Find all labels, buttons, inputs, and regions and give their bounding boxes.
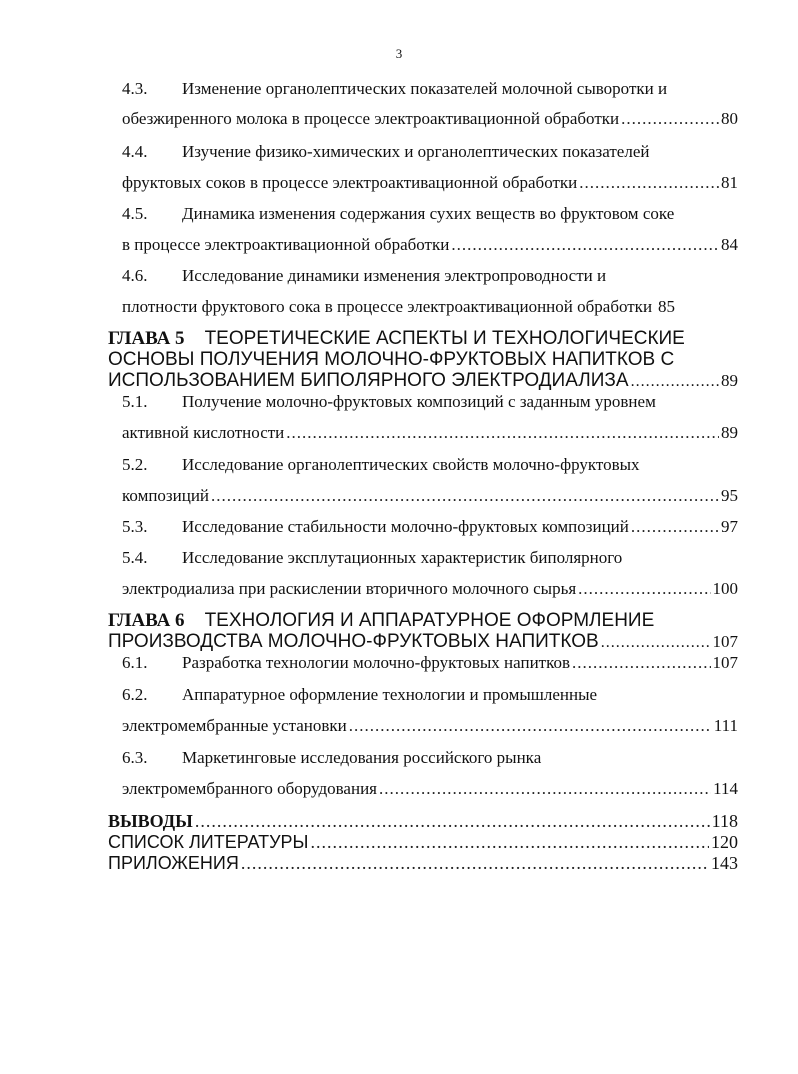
- dot-leader: [286, 422, 719, 444]
- dot-leader: [379, 778, 711, 800]
- section-title-cont: электромембранного оборудования: [122, 779, 377, 798]
- toc-entry-references: [108, 831, 738, 853]
- dot-leader: [451, 234, 719, 256]
- page-ref: 107: [712, 653, 738, 672]
- section-number: 6.3.: [122, 748, 148, 767]
- section-title-cont: обезжиренного молока в процессе электроактивационной обработки: [122, 109, 620, 128]
- dot-leader: [621, 108, 719, 130]
- chapter-5-heading: [108, 328, 738, 391]
- section-number: 5.1.: [122, 392, 148, 411]
- page-ref: 114: [713, 779, 738, 798]
- toc-entry-5-1: [122, 391, 738, 413]
- section-number: 4.3.: [122, 79, 148, 98]
- section-title-cont: плотности фруктового сока в процессе электроактивационной обработки: [122, 297, 653, 316]
- dot-leader: [578, 578, 710, 600]
- page-ref: 84: [721, 235, 738, 254]
- toc-entry-6-2-cont: [122, 715, 738, 737]
- toc-entry-appendices: [108, 852, 738, 874]
- section-title-cont: активной кислотности: [122, 423, 285, 442]
- toc-entry-6-2: [122, 684, 738, 706]
- page-ref: 85: [658, 297, 676, 316]
- toc-entry-6-1: [122, 652, 738, 674]
- chapter-title-line2: ОСНОВЫ ПОЛУЧЕНИЯ МОЛОЧНО-ФРУКТОВЫХ НАПИТКОВ С: [108, 349, 675, 370]
- toc-entry-4-4: [122, 141, 738, 163]
- section-title-cont: электромембранные установки: [122, 716, 347, 735]
- toc-entry-4-5: [122, 203, 738, 225]
- page-ref: 107: [712, 632, 738, 651]
- dot-leader: [579, 172, 719, 194]
- dot-leader: [631, 516, 719, 538]
- section-title-cont: в процессе электроактивационной обработки: [122, 235, 450, 254]
- references-label: СПИСОК ЛИТЕРАТУРЫ: [108, 832, 309, 852]
- page-ref: 111: [713, 716, 738, 735]
- section-number: 4.6.: [122, 266, 148, 285]
- dot-leader: [195, 810, 710, 832]
- toc-entry-5-2: [122, 454, 738, 476]
- appendices-label: ПРИЛОЖЕНИЯ: [108, 853, 239, 873]
- chapter-title-line3: ИСПОЛЬЗОВАНИЕМ БИПОЛЯРНОГО ЭЛЕКТРОДИАЛИЗА: [108, 370, 629, 391]
- toc-entry-4-5-cont: [122, 234, 738, 256]
- page-ref: 89: [721, 371, 738, 390]
- toc-entry-4-4-cont: [122, 172, 738, 194]
- section-title: Разработка технологии молочно-фруктовых напитков: [182, 653, 571, 672]
- section-number: 6.2.: [122, 685, 148, 704]
- toc-entry-5-2-cont: [122, 485, 738, 507]
- toc-entry-5-1-cont: [122, 422, 738, 444]
- dot-leader: [601, 632, 711, 653]
- chapter-label: ГЛАВА 6: [108, 610, 185, 631]
- toc-entry-5-4-cont: [122, 578, 738, 600]
- toc-entry-4-6-cont: [122, 296, 738, 318]
- chapter-label: ГЛАВА 5: [108, 328, 185, 349]
- toc-entry-4-3-cont: [122, 108, 738, 130]
- page-ref: 118: [711, 811, 738, 831]
- section-title: Исследование стабильности молочно-фруктовых композиций: [182, 517, 629, 536]
- section-title: Изучение физико-химических и органолептических показателей: [182, 142, 650, 161]
- section-title: Получение молочно-фруктовых композиций с заданным уровнем: [182, 392, 656, 411]
- section-title: Исследование эксплутационных характеристик биполярного: [182, 548, 623, 567]
- toc-entry-conclusions: [108, 810, 738, 832]
- page-ref: 143: [711, 853, 738, 873]
- section-title: Маркетинговые исследования российского рынка: [182, 748, 542, 767]
- section-number: 5.4.: [122, 548, 148, 567]
- section-title: Исследование динамики изменения электропроводности и: [182, 266, 607, 285]
- dot-leader: [211, 485, 719, 507]
- dot-leader: [572, 652, 710, 674]
- conclusions-label: ВЫВОДЫ: [108, 811, 193, 831]
- page-ref: 95: [721, 486, 738, 505]
- section-title-cont: электродиализа при раскислении вторичного молочного сырья: [122, 579, 577, 598]
- dot-leader: [311, 831, 710, 853]
- page-ref: 80: [721, 109, 738, 128]
- page-number: 3: [395, 46, 403, 61]
- dot-leader: [631, 371, 719, 392]
- section-number: 4.4.: [122, 142, 148, 161]
- section-number: 6.1.: [122, 653, 148, 672]
- chapter-title-line1: ТЕХНОЛОГИЯ И АППАРАТУРНОЕ ОФОРМЛЕНИЕ: [204, 610, 655, 631]
- toc-entry-6-3: [122, 747, 738, 769]
- chapter-6-heading: [108, 610, 738, 652]
- section-title-cont: композиций: [122, 486, 210, 505]
- section-title: Динамика изменения содержания сухих веществ во фруктовом соке: [182, 204, 675, 223]
- section-title: Изменение органолептических показателей молочной сыворотки и: [182, 79, 668, 98]
- page-ref: 120: [711, 832, 738, 852]
- section-number: 4.5.: [122, 204, 148, 223]
- dot-leader: [349, 715, 712, 737]
- chapter-title-line2: ПРОИЗВОДСТВА МОЛОЧНО-ФРУКТОВЫХ НАПИТКОВ: [108, 631, 599, 652]
- page-ref: 100: [712, 579, 738, 598]
- toc-entry-4-6: [122, 265, 738, 287]
- page-ref: 97: [721, 517, 738, 536]
- toc-entry-6-3-cont: [122, 778, 738, 800]
- section-title: Аппаратурное оформление технологии и промышленные: [182, 685, 598, 704]
- section-number: 5.2.: [122, 455, 148, 474]
- dot-leader: [241, 852, 709, 874]
- chapter-title-line1: ТЕОРЕТИЧЕСКИЕ АСПЕКТЫ И ТЕХНОЛОГИЧЕСКИЕ: [204, 328, 685, 349]
- toc-entry-4-3: [122, 78, 738, 100]
- section-title-cont: фруктовых соков в процессе электроактивационной обработки: [122, 173, 578, 192]
- page-ref: 81: [721, 173, 738, 192]
- section-title: Исследование органолептических свойств молочно-фруктовых: [182, 455, 640, 474]
- page-ref: 89: [721, 423, 738, 442]
- toc-entry-5-4: [122, 547, 738, 569]
- toc-entry-5-3: [122, 516, 738, 538]
- section-number: 5.3.: [122, 517, 148, 536]
